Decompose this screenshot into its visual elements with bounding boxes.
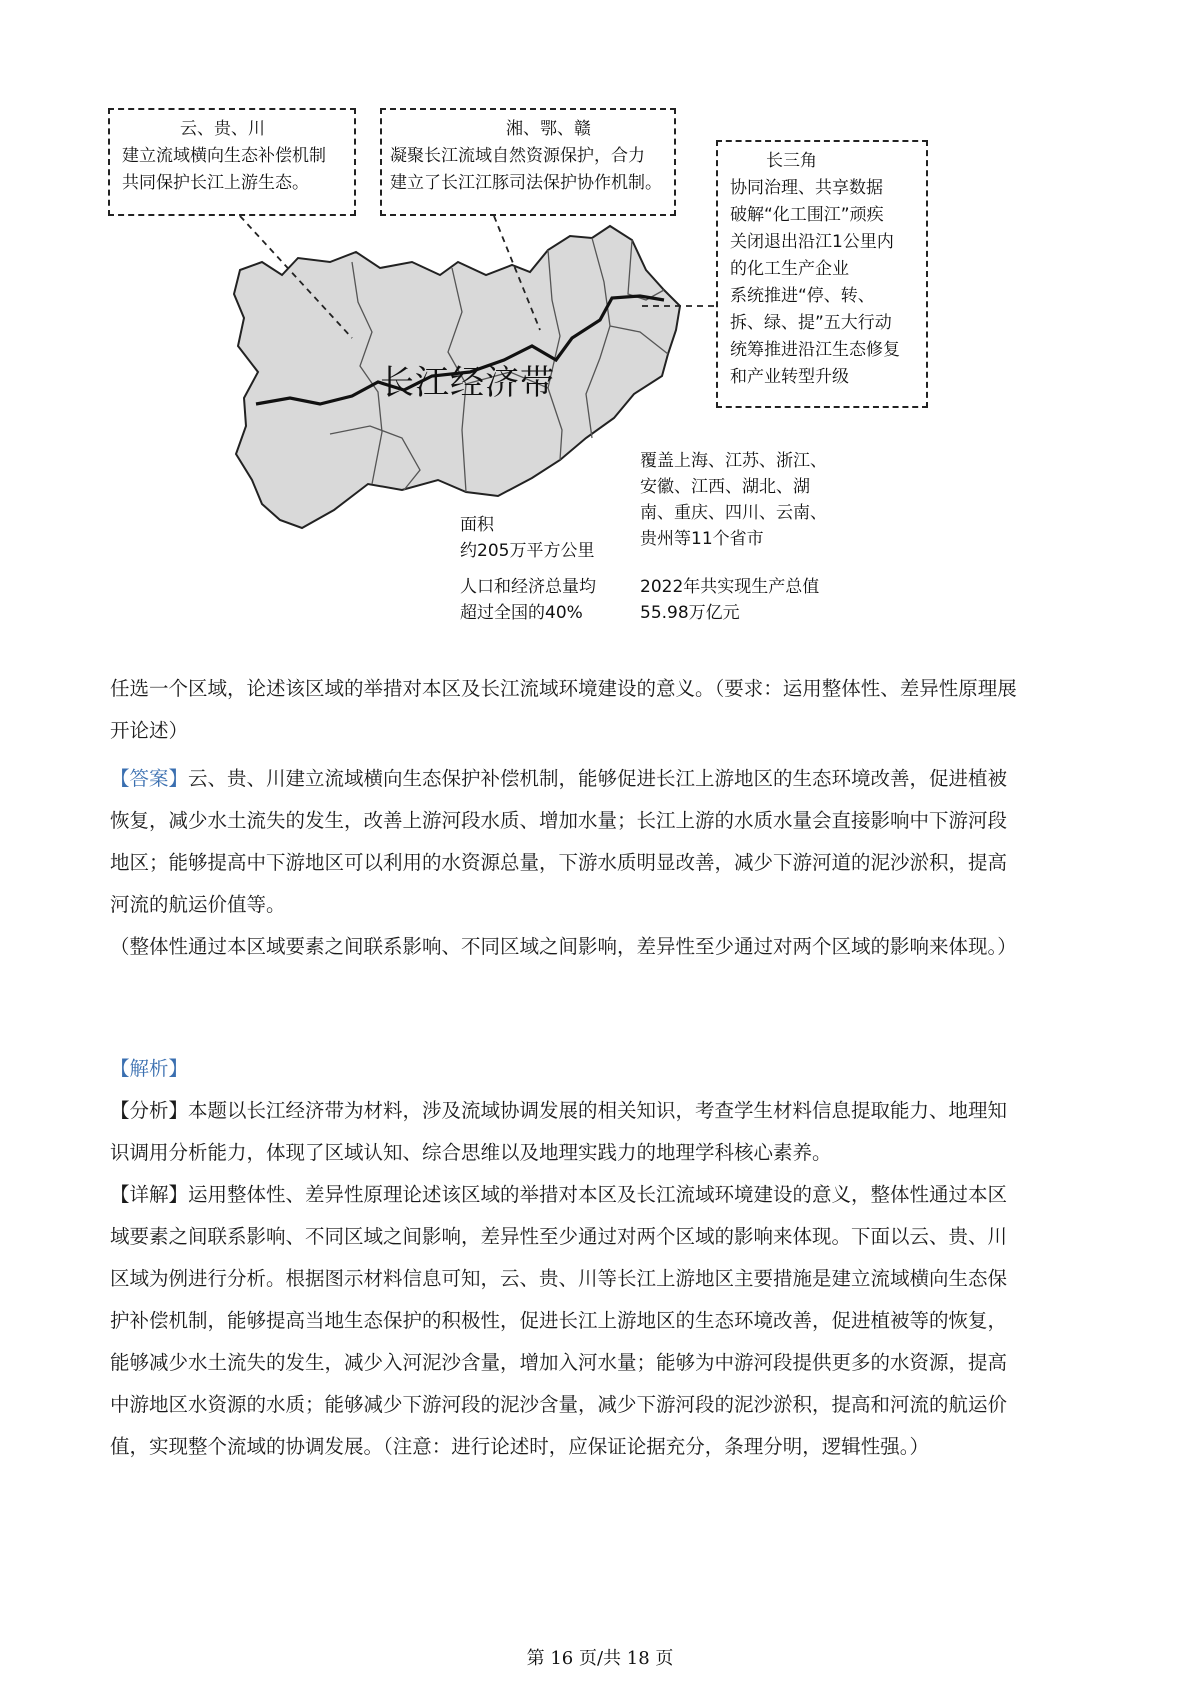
- area-stat: [460, 512, 594, 564]
- callout-line: 凝聚长江流域自然资源保护，合力: [390, 146, 645, 166]
- question-block: [110, 668, 1100, 752]
- stat-line: 面积: [460, 515, 494, 535]
- xiangjie-text: 运用整体性、差异性原理论述该区域的举措对本区及长江流域环境建设的意义，整体性通过本区: [188, 1183, 1008, 1206]
- answer-line: 恢复，减少水土流失的发生，改善上游河段水质、增加水量；长江上游的水质水量会直接影响中下游河段: [110, 809, 1008, 832]
- answer-text: 云、贵、川建立流域横向生态保护补偿机制，能够促进长江上游地区的生态环境改善，促进植被: [188, 767, 1008, 790]
- callout-line: 破解“化工围江”顽疾: [730, 205, 884, 225]
- callout-line: 和产业转型升级: [730, 367, 849, 387]
- coverage-stat: [640, 448, 827, 552]
- answer-line: [110, 758, 1100, 800]
- analysis-line: 能够减少水土流失的发生，减少入河泥沙含量，增加入河水量；能够为中游河段提供更多的水资源，提高: [110, 1351, 1008, 1374]
- callout-line: 建立流域横向生态补偿机制: [122, 146, 326, 166]
- xiangjie-tag: 【详解】: [110, 1183, 189, 1206]
- stat-line: 2022年共实现生产总值: [640, 577, 820, 597]
- analysis-line: 护补偿机制，能够提高当地生态保护的积极性，促进长江上游地区的生态环境改善，促进植被等的恢复，: [110, 1309, 1008, 1332]
- map-title-label: 长江经济带: [380, 363, 555, 403]
- callout-line: 统筹推进沿江生态修复: [730, 340, 900, 360]
- question-line: 任选一个区域，论述该区域的举措对本区及长江流域环境建设的意义。（要求：运用整体性、差异性原理展: [110, 677, 1017, 700]
- callout-yangtze-delta: [716, 140, 928, 408]
- fenxi-text: 本题以长江经济带为材料，涉及流域协调发展的相关知识，考查学生材料信息提取能力、地理知: [188, 1099, 1008, 1122]
- callout-line: 建立了长江江豚司法保护协作机制。: [390, 173, 662, 193]
- yangtze-economic-belt-figure: [0, 0, 1200, 640]
- stat-line: 55.98万亿元: [640, 603, 740, 623]
- callout-line: 共同保护长江上游生态。: [122, 173, 309, 193]
- callout-xiang-e-gan: [380, 108, 676, 216]
- answer-line: 河流的航运价值等。: [110, 893, 286, 916]
- callout-line: 协同治理、共享数据: [730, 178, 883, 198]
- callout-title: 云、贵、川: [180, 119, 265, 139]
- gdp-stat: [640, 574, 819, 626]
- analysis-line: 域要素之间联系影响、不同区域之间影响，差异性至少通过对两个区域的影响来体现。下面以云、贵、川: [110, 1225, 1008, 1248]
- yangtze-map: [0, 0, 1200, 640]
- page-footer: 第 16 页/共 18 页: [526, 1648, 674, 1669]
- answer-line: 地区；能够提高中下游地区可以利用的水资源总量，下游水质明显改善，减少下游河道的泥沙淤积，提高: [110, 851, 1008, 874]
- analysis-line: [110, 1174, 1100, 1216]
- fenxi-tag: 【分析】: [110, 1099, 189, 1122]
- analysis-line: 值，实现整个流域的协调发展。（注意：进行论述时，应保证论据充分，条理分明，逻辑性强。）: [110, 1435, 930, 1458]
- stat-line: 贵州等11个省市: [640, 529, 764, 549]
- stat-line: 超过全国的40%: [460, 603, 583, 623]
- answer-tag: 【答案】: [110, 767, 189, 790]
- population-stat: [460, 574, 596, 626]
- callout-line: 系统推进“停、转、: [730, 286, 875, 306]
- analysis-line: 区域为例进行分析。根据图示材料信息可知，云、贵、川等长江上游地区主要措施是建立流域横向生态保: [110, 1267, 1008, 1290]
- stat-line: 约205万平方公里: [460, 541, 595, 561]
- stat-line: 人口和经济总量均: [460, 577, 596, 597]
- analysis-line: [110, 1090, 1100, 1132]
- analysis-line: 识调用分析能力，体现了区域认知、综合思维以及地理实践力的地理学科核心素养。: [110, 1141, 832, 1164]
- stat-line: 安徽、江西、湖北、湖: [640, 477, 810, 497]
- question-line: 开论述）: [110, 719, 189, 742]
- callout-title: 长三角: [766, 151, 817, 171]
- callout-yun-gui-chuan: [108, 108, 356, 216]
- analysis-block: [110, 1048, 1100, 1468]
- stat-line: 南、重庆、四川、云南、: [640, 503, 827, 523]
- analysis-tag: 【解析】: [110, 1057, 189, 1080]
- answer-note: （整体性通过本区域要素之间联系影响、不同区域之间影响，差异性至少通过对两个区域的影响来体现。）: [110, 935, 1017, 958]
- analysis-line: 中游地区水资源的水质；能够减少下游河段的泥沙含量，减少下游河段的泥沙淤积，提高和河流的航运价: [110, 1393, 1008, 1416]
- callout-line: 关闭退出沿江1公里内: [730, 232, 894, 252]
- answer-block: [110, 758, 1100, 968]
- callout-line: 拆、绿、提”五大行动: [730, 313, 892, 333]
- stat-line: 覆盖上海、江苏、浙江、: [640, 451, 827, 471]
- callout-title: 湘、鄂、赣: [506, 119, 591, 139]
- callout-line: 的化工生产企业: [730, 259, 849, 279]
